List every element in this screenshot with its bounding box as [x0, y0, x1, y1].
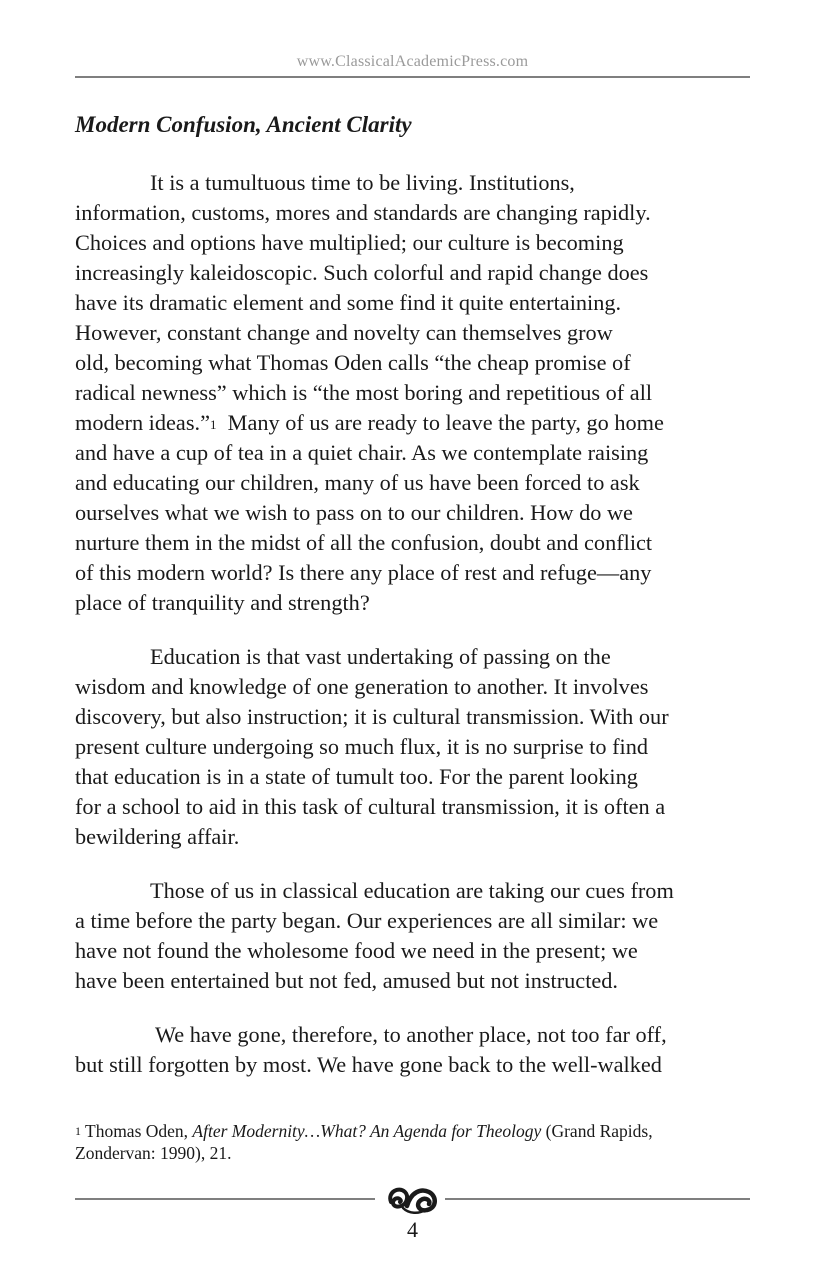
text-line: that education is in a state of tumult too. For the parent looking — [75, 764, 638, 789]
footnote-author: Thomas Oden, — [85, 1121, 193, 1141]
text-line: It is a tumultuous time to be living. Institutions, — [150, 170, 575, 195]
text-line: radical newness” which is “the most boring and repetitious of all — [75, 380, 653, 405]
page-header — [75, 48, 750, 78]
text-line: but still forgotten by most. We have gone back to the well-walked — [75, 1052, 662, 1077]
text-fragment: modern ideas.” — [75, 410, 210, 435]
text-line: information, customs, mores and standards are changing rapidly. — [75, 200, 651, 225]
footnote-number: 1 — [75, 1124, 81, 1138]
page-number: 4 — [407, 1217, 418, 1242]
paragraph-2 — [75, 642, 755, 852]
text-fragment: Many of us are ready to leave the party, go home — [216, 410, 664, 435]
text-line: bewildering affair. — [75, 824, 240, 849]
section-title: Modern Confusion, Ancient Clarity — [75, 112, 412, 137]
text-line-with-footnote — [75, 408, 755, 438]
footnote-publisher: (Grand Rapids, — [541, 1121, 653, 1141]
text-line: ourselves what we wish to pass on to our children. How do we — [75, 500, 633, 525]
text-line: old, becoming what Thomas Oden calls “the cheap promise of — [75, 350, 631, 375]
text-line: Choices and options have multiplied; our culture is becoming — [75, 230, 624, 255]
footer-rule-left — [75, 1198, 375, 1200]
text-line: discovery, but also instruction; it is cultural transmission. With our — [75, 704, 669, 729]
text-line: However, constant change and novelty can themselves grow — [75, 320, 613, 345]
text-line: a time before the party began. Our experiences are all similar: we — [75, 908, 659, 933]
text-line: have not found the wholesome food we need in the present; we — [75, 938, 638, 963]
text-line: present culture undergoing so much flux, it is no surprise to find — [75, 734, 649, 759]
footer-rule-right — [445, 1198, 750, 1200]
footnote-line: Zondervan: 1990), 21. — [75, 1143, 232, 1163]
footnote-book-title: After Modernity…What? An Agenda for Theology — [192, 1121, 542, 1141]
text-line: wisdom and knowledge of one generation to another. It involves — [75, 674, 649, 699]
paragraph-3 — [75, 876, 755, 996]
text-line: Those of us in classical education are taking our cues from — [150, 878, 674, 903]
text-line: We have gone, therefore, to another place, not too far off, — [155, 1022, 667, 1047]
paragraph-1 — [75, 168, 755, 618]
text-line: have its dramatic element and some find it quite entertaining. — [75, 290, 622, 315]
text-line: have been entertained but not fed, amused but not instructed. — [75, 968, 619, 993]
page-footer — [75, 1180, 750, 1220]
body-text — [75, 168, 755, 1104]
flourish-ornament-icon — [385, 1182, 441, 1216]
text-line: of this modern world? Is there any place of rest and refuge—any — [75, 560, 652, 585]
text-line: for a school to aid in this task of cultural transmission, it is often a — [75, 794, 666, 819]
paragraph-4 — [75, 1020, 755, 1080]
header-url: www.ClassicalAcademicPress.com — [296, 53, 529, 70]
footnote-line — [75, 1120, 755, 1142]
text-line: place of tranquility and strength? — [75, 590, 370, 615]
footnote — [75, 1120, 755, 1164]
text-line: and have a cup of tea in a quiet chair. As we contemplate raising — [75, 440, 649, 465]
footnote-reference[interactable]: 1 — [209, 417, 217, 432]
text-line: and educating our children, many of us have been forced to ask — [75, 470, 640, 495]
text-line: increasingly kaleidoscopic. Such colorful and rapid change does — [75, 260, 649, 285]
text-line: nurture them in the midst of all the confusion, doubt and conflict — [75, 530, 653, 555]
text-line: Education is that vast undertaking of passing on the — [150, 644, 611, 669]
